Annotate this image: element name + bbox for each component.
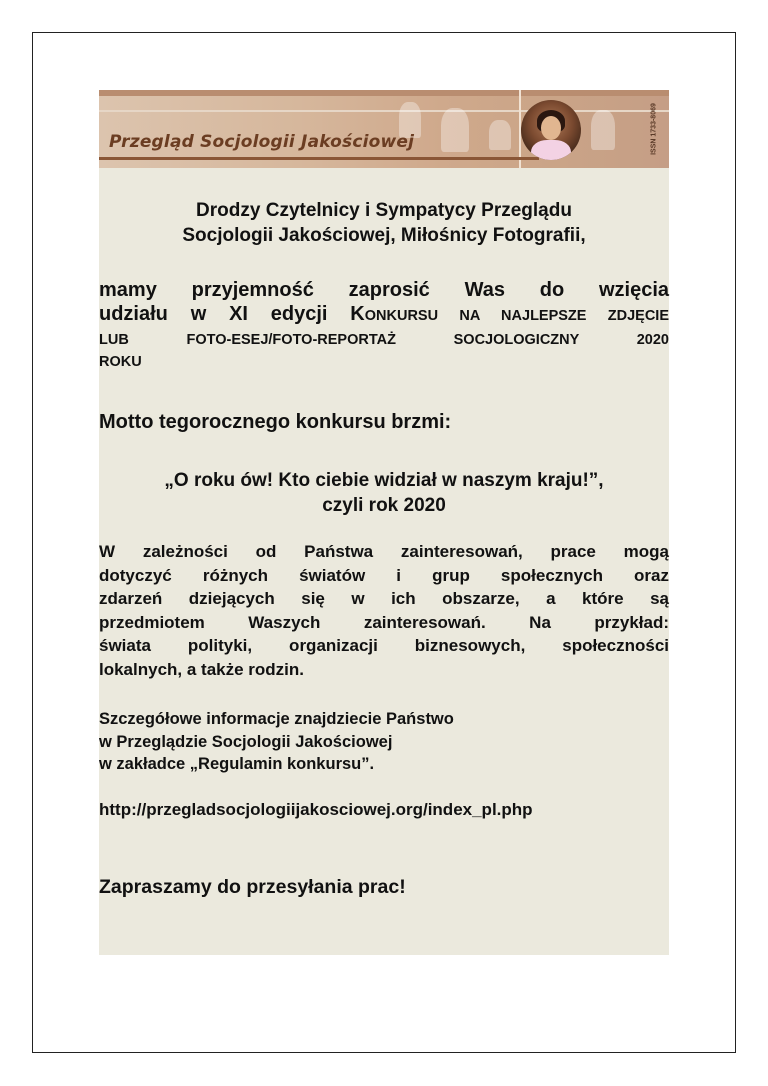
body-line: świata polityki, organizacji biznesowych, społeczności <box>99 636 669 655</box>
journal-banner <box>99 90 669 168</box>
invitation <box>99 278 669 372</box>
banner-figure <box>441 108 469 152</box>
banner-figure <box>591 110 615 150</box>
greeting: Drodzy Czytelnicy i Sympatycy Przeglądu Socjologii Jakościowej, Miłośnicy Fotografii, <box>182 200 586 246</box>
banner-stripe <box>99 90 669 96</box>
motto-heading: Motto tegorocznego konkursu brzmi: <box>99 411 452 433</box>
journal-title: Przegląd Socjologii Jakościowej <box>109 132 415 152</box>
invitation-line: ROKU <box>99 354 142 370</box>
banner-stripe <box>99 110 669 112</box>
invitation-line: udziału w XI edycji KONKURSU NA NAJLEPSZE ZDJĘCIE <box>99 303 669 325</box>
issn-label: ISSN 1733-8069 <box>650 103 658 155</box>
details-paragraph: Szczegółowe informacje znajdziecie Państwo w Przeglądzie Socjologii Jakościowej w zakładce „Regulamin konkursu”. <box>99 710 454 773</box>
body-line: przedmiotem Waszych zainteresowań. Na przykład: <box>99 612 669 632</box>
banner-figure <box>489 120 511 150</box>
closing-line: Zapraszamy do przesyłania prac! <box>99 876 406 898</box>
motto-quote: „O roku ów! Kto ciebie widział w naszym kraju!”, czyli rok 2020 <box>164 470 604 516</box>
body-line: lokalnych, a także rodzin. <box>99 659 305 679</box>
body-line: W zależności od Państwa zainteresowań, prace mogą <box>99 542 669 561</box>
flyer-panel <box>99 90 669 955</box>
invitation-line: LUB FOTO-ESEJ/FOTO-REPORTAŻ SOCJOLOGICZNY 2020 <box>99 332 669 348</box>
body-line: zdarzeń dziejących się w ich obszarze, a które są <box>99 589 669 608</box>
portrait-photo <box>521 100 581 160</box>
website-link[interactable]: http://przegladsocjologiijakosciowej.org/index_pl.php <box>99 800 533 819</box>
body-paragraph <box>99 540 669 681</box>
invitation-line: mamy przyjemność zaprosić Was do wzięcia <box>99 279 669 301</box>
body-line: dotyczyć różnych światów i grup społecznych oraz <box>99 565 669 585</box>
banner-underline <box>99 157 539 160</box>
